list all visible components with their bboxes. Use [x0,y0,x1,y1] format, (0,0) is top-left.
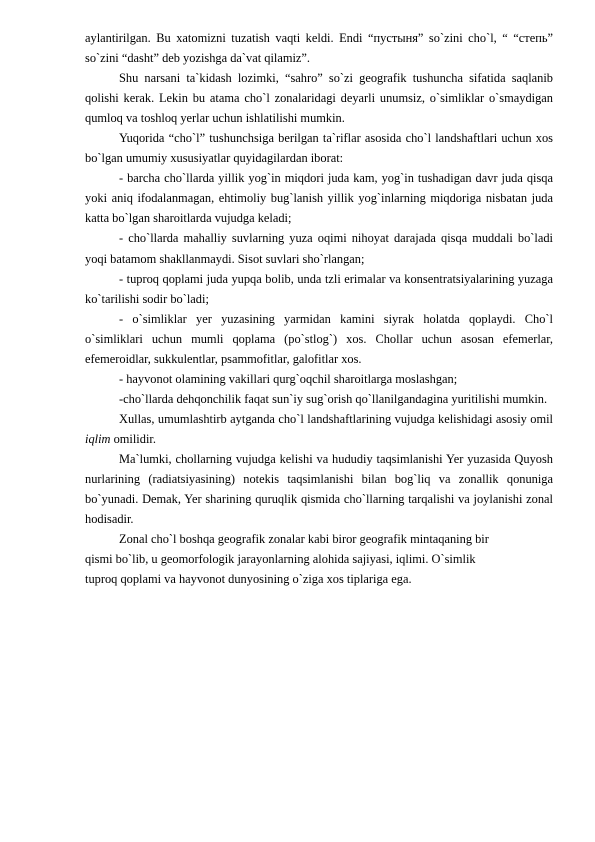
paragraph-12-line-3: tuproq qoplami va hayvonot dunyosining o`ziga xos tiplariga ega. [85,572,412,587]
paragraph-10-text: Xullas, umumlashtirb aytganda cho`l landshaftlarining vujudga kelishidagi asosiy omil [119,411,553,426]
paragraph-3: Yuqorida “cho`l” tushunchsiga berilgan ta`riflar asosida cho`l landshaftlari uchun xos bo`lgan umumiy xususiyatlar quyidagilardan iborat: [85,131,553,166]
paragraph-9: -cho`llarda dehqonchilik faqat sun`iy sug`orish qo`llanilgandagina yuritilishi mumkin. [119,391,548,406]
paragraph-7: - o`simliklar yer yuzasining yarmidan kamini siyrak holatda qoplaydi. Cho`l o`simliklari uchun mumli qoplama (po`stlog`) xos. Chollar uchun asosan efemerlar, efemeroidlar, sukkulentlar, psammofitlar, galofitlar xos. [85,311,553,366]
iqlim-term: iqlim [85,431,111,446]
paragraph-12-line-1: Zonal cho`l boshqa geografik zonalar kabi biror geografik mintaqaning bir [119,532,489,547]
paragraph-10 [85,409,553,449]
body-text [85,28,553,589]
paragraph-12 [85,529,553,589]
paragraph-10-text-end: omilidir. [110,431,156,446]
paragraph-5: - cho`llarda mahalliy suvlarning yuza oqimi nihoyat darajada qisqa muddali bo`ladi yoqi batamom shakllanmaydi. Sisot suvlari sho`rlangan; [85,231,553,266]
paragraph-11: Ma`lumki, chollarning vujudga kelishi va hududiy taqsimlanishi Yer yuzasida Quyosh nurlarining (radiatsiyasining) notekis taqsimlanishi bilan bog`liq va zonallik qonuniga bo`yunadi. Demak, Yer sharining quruqlik qismida cho`llarning tarqalishi va joylanishi zonal hodisadir. [85,451,553,527]
paragraph-4: - barcha cho`llarda yillik yog`in miqdori juda kam, yog`in tushadigan davr juda qisqa yoki aniq ifodalanmagan, ehtimoliy bug`lanish yillik yog`inlarning miqdoriga nisbatan juda katta bo`lgan sharoitlarda vujudga keladi; [85,171,553,226]
paragraph-2: Shu narsani ta`kidash lozimki, “sahro” so`zi geografik tushuncha sifatida saqlanib qolishi kerak. Lekin bu atama cho`l zonalaridagi deyarli unumsiz, o`simliklar o`smaydigan qumloq va toshloq yerlar uchun ishlatilishi mumkin. [85,71,553,126]
paragraph-6: - tuproq qoplami juda yupqa bolib, unda tzli erimalar va konsentratsiyalarining yuzaga ko`tarilishi sodir bo`ladi; [85,271,553,306]
paragraph-1: aylantirilgan. Bu xatomizni tuzatish vaqti keldi. Endi “пустыня” so`zini cho`l, “ “степь” so`zini “dasht” deb yozishga da`vat qilamiz”. [85,31,553,66]
paragraph-12-line-2: qismi bo`lib, u geomorfologik jarayonlarning alohida sajiyasi, iqlimi. O`simlik [85,552,476,567]
paragraph-8: - hayvonot olamining vakillari qurg`oqchil sharoitlarga moslashgan; [119,371,458,386]
